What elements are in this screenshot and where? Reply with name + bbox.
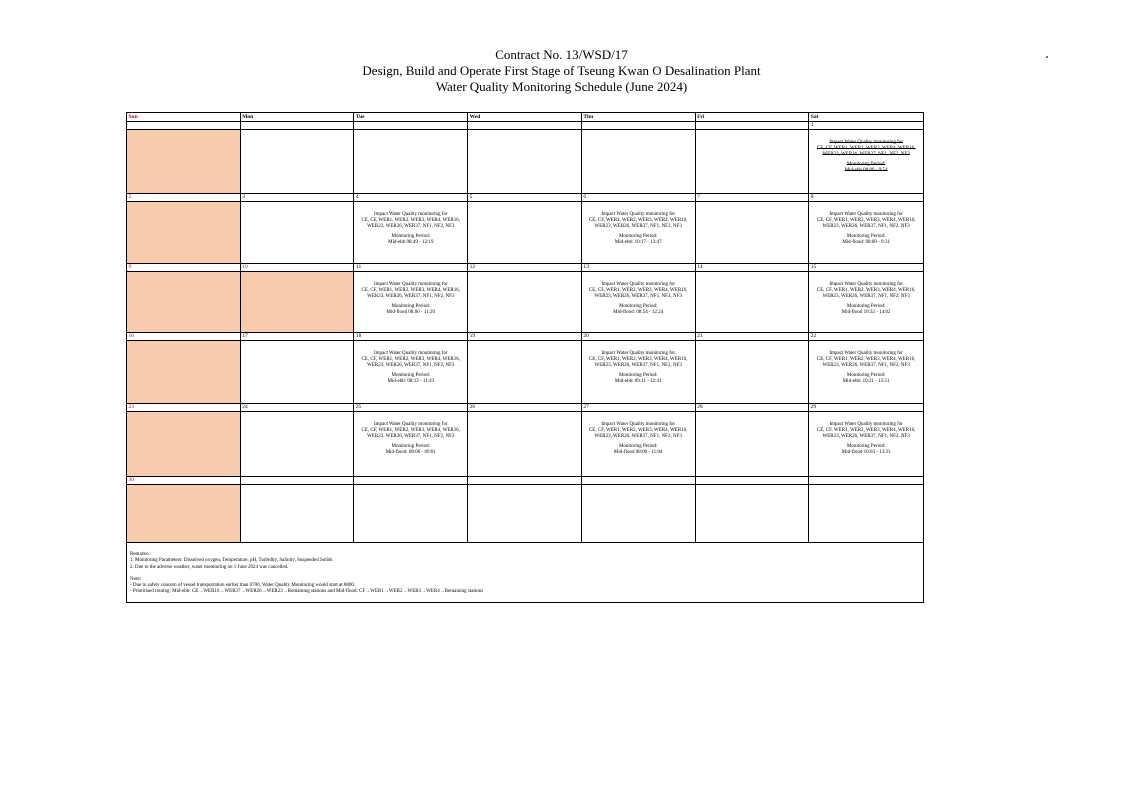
event-stations: WER23, WER26, WER37, NF1, NF2, NF3 — [367, 223, 455, 229]
empty-day-cell — [468, 412, 582, 476]
empty-day-cell — [468, 130, 582, 193]
event-stations: CE, CF, WER1, WER2, WER3, WER4, WER16, — [816, 217, 916, 223]
title-schedule-month: Water Quality Monitoring Schedule (June 2024) — [435, 79, 688, 94]
date-cell: 6 — [582, 194, 696, 201]
monitoring-event-cell — [809, 130, 923, 193]
empty-day-cell — [696, 412, 810, 476]
date-cell: 11 — [354, 264, 468, 271]
event-period: Mid-ebb: 09:11 - 12:41 — [614, 379, 662, 385]
event-period: Mid-flood: 08:54 - 12:24 — [613, 310, 664, 316]
date-cell: 27 — [582, 404, 696, 411]
date-cell — [354, 477, 468, 484]
week-date-row — [127, 403, 923, 412]
date-cell: 3 — [241, 194, 355, 201]
day-header-sat: Sat — [810, 114, 819, 120]
event-stations: WER23, WER26, WER37, NF1, NF2, NF3 — [594, 293, 682, 299]
document-title — [0, 47, 1123, 95]
event-stations: CE, CF, WER1, WER2, WER3, WER4, WER16, — [588, 356, 688, 362]
event-stations: WER23, WER26, WER37, NF1, NF2, NF3 — [367, 433, 455, 439]
empty-day-cell — [241, 202, 355, 263]
event-period-label: Monitoring Period: — [846, 304, 886, 310]
event-stations: CE, CF, WER1, WER2, WER3, WER4, WER16, — [816, 145, 916, 151]
date-cell: 24 — [241, 404, 355, 411]
event-heading: Impact Water Quality monitoring for — [601, 351, 676, 356]
event-period-label: Monitoring Period: — [391, 304, 431, 310]
week-content-row — [127, 130, 923, 193]
event-stations: CE, CF, WER1, WER2, WER3, WER4, WER16, — [816, 287, 916, 293]
week-date-row — [127, 193, 923, 202]
event-period-label: Monitoring Period: — [846, 373, 886, 379]
day-header-wed: Wed — [468, 113, 582, 121]
empty-day-cell — [468, 341, 582, 403]
week-content-row — [127, 272, 923, 332]
week-date-row — [127, 332, 923, 341]
event-stations: WER23, WER26, WER37, NF1, NF2, NF3 — [367, 293, 455, 299]
event-period-label: Monitoring Period: — [391, 373, 431, 379]
holiday-cell — [127, 272, 241, 332]
date-cell: 14 — [696, 264, 810, 271]
date-cell: 5 — [468, 194, 582, 201]
holiday-cell — [127, 412, 241, 476]
date-cell — [354, 122, 468, 129]
empty-day-cell — [468, 272, 582, 332]
event-stations: CE, CF, WER1, WER2, WER3, WER4, WER16, — [588, 427, 688, 433]
week-date-row — [127, 263, 923, 272]
event-heading: Impact Water Quality monitoring for — [829, 351, 903, 356]
date-cell — [468, 122, 582, 129]
stray-mark — [1046, 56, 1048, 58]
event-heading: Impact Water Quality monitoring for — [601, 212, 676, 217]
remark-line: 2. Due to the adverse weather, water monitoring on 1 June 2024 was cancelled. — [130, 564, 289, 570]
note-heading: Note: — [130, 576, 142, 582]
event-period: Mid-flood 08:00 - 11:04 — [613, 450, 663, 456]
event-heading: Impact Water Quality monitoring for — [601, 422, 676, 427]
monitoring-event — [582, 412, 695, 456]
day-header-mon: Mon — [241, 113, 355, 121]
event-stations: WER23, WER26, WER37, NF1, NF2, NF3 — [594, 362, 682, 368]
monitoring-event — [354, 412, 467, 456]
holiday-cell — [127, 485, 241, 542]
empty-day-cell — [468, 485, 582, 542]
event-stations: WER23, WER26, WER37, NF1, NF2, NF3 — [367, 362, 455, 368]
monitoring-event — [809, 272, 923, 316]
date-cell: 18 — [354, 333, 468, 340]
empty-day-cell — [696, 272, 810, 332]
event-period-label: Monitoring Period: — [846, 444, 886, 450]
empty-day-cell — [696, 341, 810, 403]
date-cell: 29 — [810, 404, 817, 410]
empty-day-cell — [354, 130, 468, 193]
monitoring-event-cell — [582, 412, 696, 476]
event-stations: CE, CF, WER1, WER2, WER3, WER4, WER16, — [816, 356, 916, 362]
event-stations: CE, CF, WER1, WER2, WER3, WER4, WER16, — [361, 217, 460, 223]
date-cell: 13 — [582, 264, 696, 271]
day-header-thu: Thu — [582, 113, 696, 121]
date-cell: 20 — [582, 333, 696, 340]
event-stations: WER23, WER26, WER37, NF1, NF2, NF3 — [822, 433, 910, 439]
event-heading: Impact Water Quality monitoring for — [829, 140, 903, 145]
event-period: Mid-flood 10:32 - 14:02 — [841, 310, 891, 316]
monitoring-event-cell — [582, 272, 696, 332]
event-period-label: Monitoring Period: — [618, 234, 658, 240]
event-heading: Impact Water Quality monitoring for — [829, 422, 903, 427]
empty-day-cell — [468, 202, 582, 263]
empty-day-cell — [241, 412, 355, 476]
event-period: Mid-ebb: 10:17 - 13:47 — [614, 240, 662, 246]
date-cell — [696, 122, 810, 129]
event-period: Mid-ebb 08:49 - 12:19 — [388, 240, 434, 246]
event-period-label: Monitoring Period: — [618, 304, 658, 310]
note-line: - Prioritised routing: Mid-ebb: CE→WER16→WER37→WER26→WER23→Remaining stations and Mid-flood: CF→WER1→WER2→WER3→WER4→Remaining stations — [130, 589, 484, 595]
date-cell: 26 — [468, 404, 582, 411]
note-line: - Due to safety concern of vessel transportation earlier than 0700, Water Quality Monitoring would start at 0800. — [130, 583, 356, 589]
empty-day-cell — [696, 202, 810, 263]
event-heading: Impact Water Quality monitoring for — [373, 212, 448, 217]
event-period-label: Monitoring Period: — [846, 234, 886, 240]
event-stations: CE, CF, WER1, WER2, WER3, WER4, WER16, — [361, 287, 460, 293]
date-cell: 8 — [810, 194, 814, 200]
title-project-name: Design, Build and Operate First Stage of Tseung Kwan O Desalination Plant — [362, 63, 761, 78]
day-header-sun: Sun — [127, 113, 241, 121]
monitoring-event — [354, 202, 467, 246]
holiday-cell — [241, 272, 355, 332]
date-cell — [582, 122, 696, 129]
event-stations: CE, CF, WER1, WER2, WER3, WER4, WER16, — [361, 356, 460, 362]
date-cell — [696, 477, 810, 484]
date-cell — [809, 477, 923, 484]
date-cell: 7 — [696, 194, 810, 201]
date-cell: 10 — [241, 264, 355, 271]
monitoring-event — [354, 341, 467, 385]
week-content-row — [127, 412, 923, 476]
event-stations: CE, CF, WER1, WER2, WER3, WER4, WER16, — [361, 427, 460, 433]
empty-day-cell — [582, 485, 696, 542]
monitoring-event-cell — [809, 341, 923, 403]
event-period: Mid-ebb: 08:13 - 11:43 — [387, 379, 435, 385]
monitoring-event-cell — [354, 341, 468, 403]
event-heading: Impact Water Quality monitoring for — [373, 351, 448, 356]
event-heading: Impact Water Quality monitoring for — [601, 282, 676, 287]
date-cell — [468, 477, 582, 484]
remark-line: 1. Monitoring Parameters: Dissolved oxygen, Temperature, pH, Turbidity, Salinity, Suspended Solids — [130, 558, 333, 564]
date-cell: 23 — [127, 404, 241, 411]
date-cell: 12 — [468, 264, 582, 271]
date-cell: 4 — [354, 194, 468, 201]
monitoring-event — [354, 272, 467, 316]
empty-day-cell — [241, 341, 355, 403]
empty-day-cell — [241, 130, 355, 193]
event-period: Mid-flood: 08:00 - 09:01 — [385, 450, 436, 456]
event-stations: WER23, WER26, WER37, NF1, NF2, NF3 — [822, 223, 910, 229]
holiday-cell — [127, 130, 241, 193]
date-cell: 22 — [810, 333, 817, 339]
week-content-row — [127, 202, 923, 263]
cancelled-monitoring-event — [809, 130, 923, 174]
date-cell: 30 — [127, 477, 241, 484]
event-stations: CE, CF, WER1, WER2, WER3, WER4, WER16, — [816, 427, 916, 433]
event-period-label: Monitoring Period: — [618, 373, 658, 379]
event-period: Mid-ebb: 10:21 - 13:51 — [842, 379, 890, 385]
empty-day-cell — [582, 130, 696, 193]
remarks-heading: Remarks: — [130, 552, 150, 557]
event-period: Mid-ebb 08:00 - 9:54 — [844, 168, 888, 174]
empty-day-cell — [241, 485, 355, 542]
event-stations: WER23, WER26, WER37, NF1, NF2, NF3 — [822, 293, 910, 299]
date-cell — [127, 122, 241, 129]
date-cell: 9 — [127, 264, 241, 271]
monitoring-event — [582, 341, 695, 385]
date-cell: 16 — [127, 333, 241, 340]
monitoring-event-cell — [354, 272, 468, 332]
empty-day-cell — [354, 485, 468, 542]
event-heading: Impact Water Quality monitoring for — [829, 282, 903, 287]
event-stations: CE, CF, WER1, WER2, WER3, WER4, WER16, — [588, 217, 688, 223]
date-cell — [241, 122, 355, 129]
event-stations: CE, CF, WER1, WER2, WER3, WER4, WER16, — [588, 287, 688, 293]
event-stations: WER23, WER26, WER37, NF1, NF2, NF3 — [594, 433, 682, 439]
monitoring-event — [809, 202, 923, 246]
date-cell: 21 — [696, 333, 810, 340]
date-cell: 28 — [696, 404, 810, 411]
week-date-row — [127, 476, 923, 485]
event-stations: WER23, WER26, WER37, NF1, NF2, NF3 — [594, 223, 682, 229]
empty-day-cell — [809, 485, 923, 542]
empty-day-cell — [696, 130, 810, 193]
date-cell: 17 — [241, 333, 355, 340]
remarks-section — [127, 542, 923, 602]
event-stations: WER23, WER26, WER37, NF1, NF2, NF3 — [822, 362, 910, 368]
empty-day-cell — [696, 485, 810, 542]
day-header-tue: Tue — [354, 113, 468, 121]
event-stations: WER23, WER26, WER37, NF1, NF2, NF3 — [822, 151, 910, 157]
monitoring-event — [809, 341, 923, 385]
calendar-body — [127, 121, 923, 542]
event-period: Mid-flood: 08:00 - 9:31 — [842, 240, 890, 246]
calendar-table — [126, 112, 924, 603]
date-cell — [582, 477, 696, 484]
date-cell — [241, 477, 355, 484]
event-heading: Impact Water Quality monitoring for — [829, 212, 903, 217]
monitoring-event — [582, 272, 695, 316]
monitoring-event-cell — [582, 202, 696, 263]
date-cell: 1 — [810, 122, 814, 128]
date-cell: 25 — [354, 404, 468, 411]
week-date-row — [127, 121, 923, 130]
date-cell: 2 — [127, 194, 241, 201]
event-period-label: Monitoring Period: — [391, 234, 431, 240]
monitoring-event-cell — [354, 412, 468, 476]
holiday-cell — [127, 341, 241, 403]
event-period-label: Monitoring Period: — [846, 162, 886, 168]
week-content-row — [127, 341, 923, 403]
monitoring-event — [582, 202, 695, 246]
event-period: Mid-flood 10:03 - 13:33 — [841, 450, 891, 456]
event-heading: Impact Water Quality monitoring for — [373, 282, 448, 287]
monitoring-event-cell — [809, 412, 923, 476]
week-content-row — [127, 485, 923, 542]
monitoring-event — [809, 412, 923, 456]
monitoring-event-cell — [809, 202, 923, 263]
monitoring-event-cell — [809, 272, 923, 332]
event-period-label: Monitoring Period: — [618, 444, 658, 450]
date-cell: 15 — [810, 264, 817, 270]
title-contract-no: Contract No. 13/WSD/17 — [495, 47, 628, 62]
event-period-label: Monitoring Period: — [391, 444, 431, 450]
day-header-fri: Fri — [696, 113, 810, 121]
monitoring-event-cell — [354, 202, 468, 263]
day-header-row — [127, 113, 923, 121]
event-period: Mid-flood 08:00 - 11:20 — [386, 310, 436, 316]
holiday-cell — [127, 202, 241, 263]
date-cell: 19 — [468, 333, 582, 340]
monitoring-event-cell — [582, 341, 696, 403]
event-heading: Impact Water Quality monitoring for — [373, 422, 448, 427]
